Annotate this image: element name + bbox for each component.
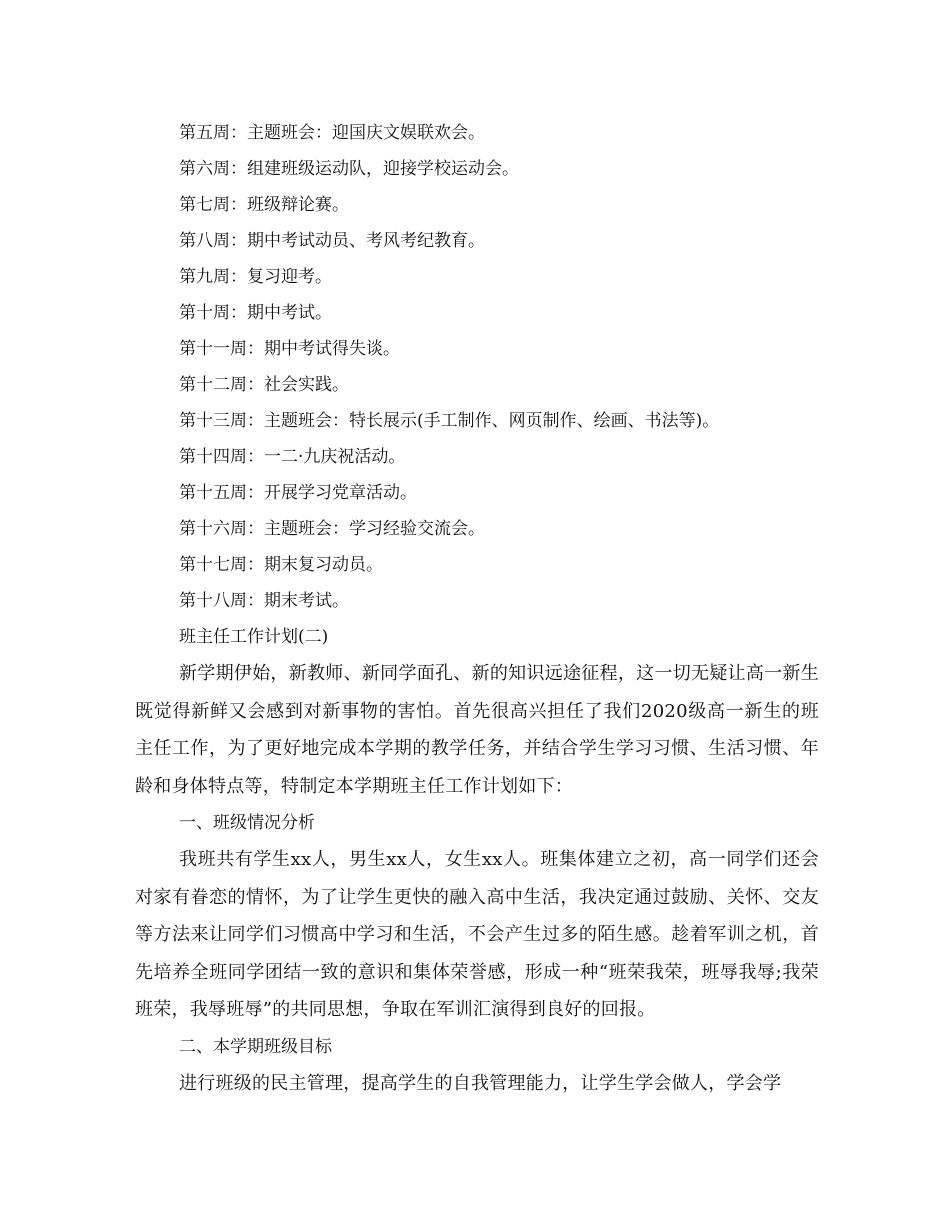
schedule-item: 第十四周：一二·九庆祝活动。 — [179, 447, 406, 467]
schedule-item: 第十七周：期末复习动员。 — [179, 555, 383, 575]
schedule-item: 第十六周：主题班会：学习经验交流会。 — [179, 519, 485, 539]
schedule-item: 第十二周：社会实践。 — [179, 375, 349, 395]
schedule-item: 第六周：组建班级运动队，迎接学校运动会。 — [179, 159, 519, 179]
class-analysis-paragraph: 我班共有学生xx人，男生xx人，女生xx人。班集体建立之初，高一同学们还会对家有眷恋的情怀，为了让学生更快的融入高中生活，我决定通过鼓励、关怀、交友等方法来让同学们习惯高中学习和生活，不会产生过多的陌生感。趁着军训之机，首先培养全班同学团结一致的意识和集体荣誉感，形成一种“班荣我荣，班辱我辱;我荣班荣，我辱班辱”的共同思想，争取在军训汇演得到良好的回报。 — [135, 849, 819, 1020]
schedule-item: 第十五周：开展学习党章活动。 — [179, 483, 417, 503]
section-heading-semester-goals: 二、本学期班级目标 — [179, 1036, 332, 1057]
schedule-item: 第八周：期中考试动员、考风考纪教育。 — [179, 231, 485, 251]
schedule-item: 第十一周：期中考试得失谈。 — [179, 339, 400, 359]
schedule-item: 第七周：班级辩论赛。 — [179, 195, 349, 215]
schedule-item: 第五周：主题班会：迎国庆文娱联欢会。 — [179, 123, 485, 143]
plan-body — [135, 619, 819, 1102]
section-heading-class-analysis: 一、班级情况分析 — [179, 813, 315, 833]
schedule-item: 第九周：复习迎考。 — [179, 267, 332, 287]
weekly-schedule — [179, 115, 819, 619]
schedule-item: 第十三周：主题班会：特长展示(手工制作、网页制作、绘画、书法等)。 — [179, 411, 720, 431]
plan-title: 班主任工作计划(二) — [179, 627, 329, 647]
schedule-item: 第十周：期中考试。 — [179, 303, 332, 323]
schedule-item: 第十八周：期末考试。 — [179, 591, 349, 611]
intro-paragraph: 新学期伊始，新教师、新同学面孔、新的知识远途征程，这一切无疑让高一新生既觉得新鲜又会感到对新事物的害怕。首先很高兴担任了我们2020级高一新生的班主任工作，为了更好地完成本学期的教学任务，并结合学生学习习惯、生活习惯、年龄和身体特点等，特制定本学期班主任工作计划如下： — [135, 663, 819, 797]
semester-goals-paragraph: 进行班级的民主管理，提高学生的自我管理能力，让学生学会做人，学会学 — [179, 1072, 782, 1094]
